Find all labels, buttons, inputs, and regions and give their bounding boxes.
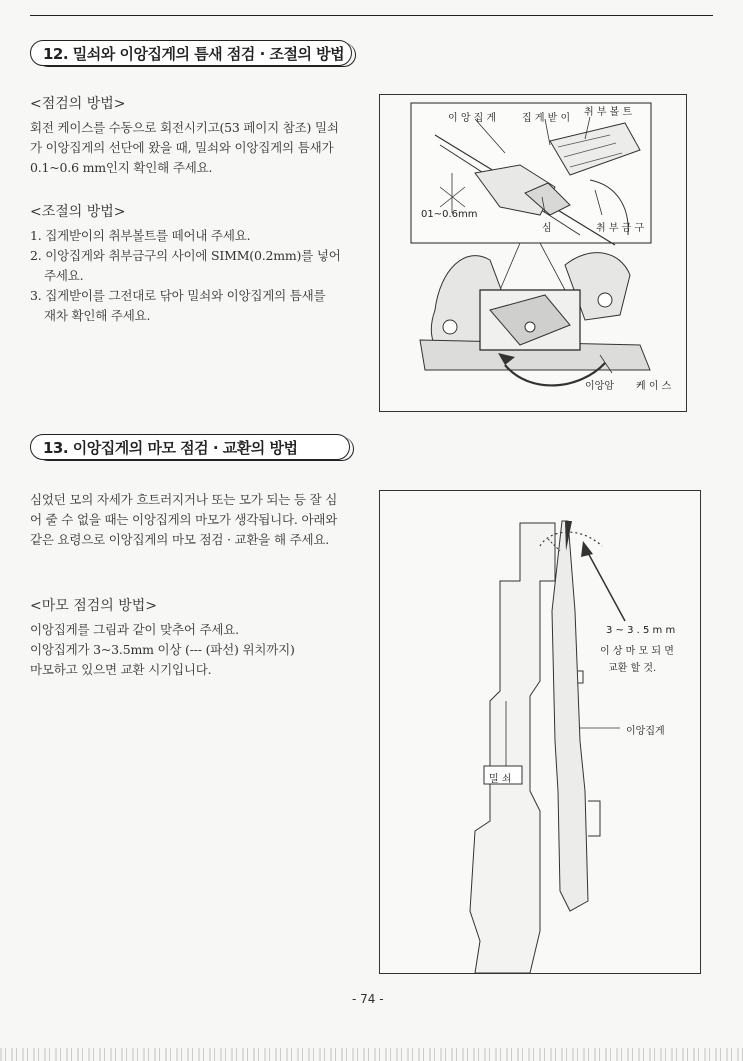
- text-line: 어 줄 수 없을 때는 이앙집게의 마모가 생각됩니다. 아래와: [30, 512, 338, 527]
- label-mount-bracket: 취 부 금 구: [596, 223, 645, 234]
- text-line: 심었던 모의 자세가 흐트러지거나 또는 모가 되는 등 잘 심: [30, 492, 338, 507]
- header-rule: [30, 15, 713, 16]
- label-case: 케 이 스: [636, 381, 672, 392]
- label-wear-line3: 교환 할 것.: [608, 663, 657, 674]
- label-tongs: 이 앙 집 게: [448, 113, 497, 124]
- list-item: 주세요.: [44, 268, 84, 283]
- scan-noise-strip: [0, 1048, 743, 1061]
- section-13-wear-text: [30, 620, 365, 680]
- section-12-adjust-heading: <조절의 방법>: [30, 204, 126, 220]
- label-pusher: 밀 쇠: [489, 774, 512, 785]
- list-item: 3. 집게받이를 그전대로 닦아 밀쇠와 이앙집게의 틈새를: [30, 288, 326, 303]
- section-12-title: 12. 밀쇠와 이앙집게의 틈새 점검 · 조절의 방법: [30, 40, 352, 66]
- label-arm: 이앙암: [585, 381, 614, 392]
- page-number: - 74 -: [352, 992, 384, 1006]
- section-12-check-text: [30, 118, 365, 178]
- section-12-check-heading: <점검의 방법>: [30, 96, 126, 112]
- label-mount-bolt: 취 부 볼 트: [584, 107, 633, 118]
- mechanism-illustration: [380, 95, 686, 411]
- label-tong-holder: 집 게 받 이: [522, 113, 571, 124]
- text-line: 이앙집게가 3~3.5mm 이상 (--- (파선) 위치까지): [30, 642, 295, 657]
- label-gap: 01~0.6mm: [421, 209, 478, 220]
- section-13-intro: [30, 490, 365, 550]
- list-item: 재차 확인해 주세요.: [44, 308, 151, 323]
- text-line: 같은 요령으로 이앙집게의 마모 점검 · 교환을 해 주세요.: [30, 532, 329, 547]
- text-line: 가 이앙집게의 선단에 왔을 때, 밀쇠와 이앙집게의 틈새가: [30, 140, 334, 155]
- section-12-adjust-list: [30, 226, 365, 326]
- label-wear-line1: 3 ~ 3 . 5 m m: [606, 625, 676, 636]
- figure-wear-check: [379, 490, 701, 974]
- label-wear-line2: 이 상 마 모 되 면: [600, 646, 674, 657]
- list-item: 2. 이앙집게와 취부금구의 사이에 SIMM(0.2mm)를 넣어: [30, 248, 341, 263]
- figure-gap-adjustment: [379, 94, 687, 412]
- section-13-wear-heading: <마모 점검의 방법>: [30, 598, 158, 614]
- text-line: 마모하고 있으면 교환 시기입니다.: [30, 662, 212, 677]
- label-shim: 심: [542, 223, 552, 234]
- label-tongs: 이앙집게: [626, 726, 665, 737]
- text-line: 회전 케이스를 수동으로 회전시키고(53 페이지 참조) 밀쇠: [30, 120, 339, 135]
- list-item: 1. 집게받이의 취부볼트를 떼어내 주세요.: [30, 228, 251, 243]
- text-line: 0.1~0.6 mm인지 확인해 주세요.: [30, 160, 213, 175]
- text-line: 이앙집게를 그림과 같이 맞추어 주세요.: [30, 622, 239, 637]
- section-13-title: 13. 이앙집게의 마모 점검 · 교환의 방법: [30, 434, 350, 460]
